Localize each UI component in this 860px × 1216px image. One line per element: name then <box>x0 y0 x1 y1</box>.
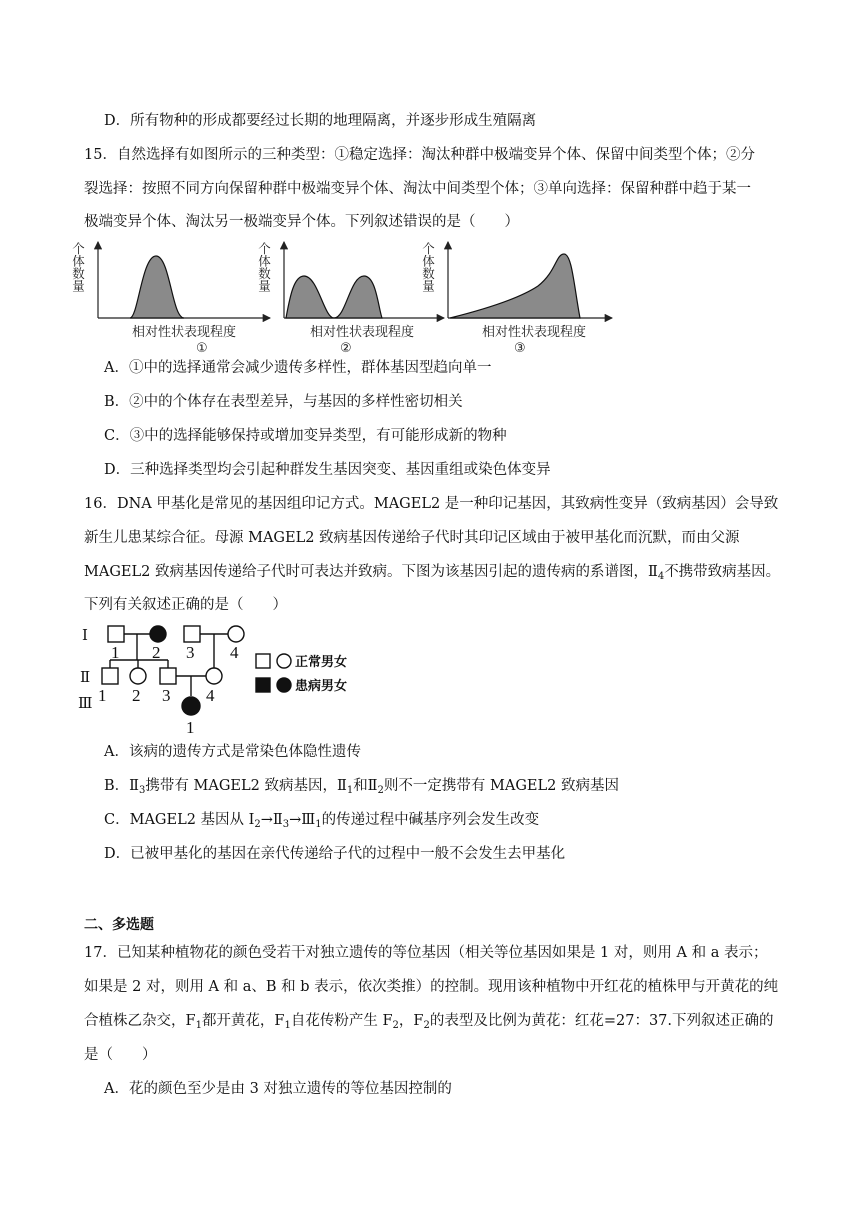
q17-option-a: A．花的颜色至少是由 3 对独立遗传的等位基因控制的 <box>104 1081 452 1097</box>
graph-disruptive <box>257 242 445 356</box>
gen1-male-3 <box>184 626 200 642</box>
selection-graphs-figure <box>60 236 620 358</box>
graph-1-number: ① <box>196 341 208 356</box>
pedigree-chart <box>76 620 376 738</box>
q16-stem-line-4: 下列有关叙述正确的是（ ） <box>84 597 287 613</box>
graph-3-number: ③ <box>514 341 526 356</box>
gen2-number-1: 1 <box>98 686 107 705</box>
gen1-number-1: 1 <box>111 643 120 662</box>
q15-option-a: A．①中的选择通常会减少遗传多样性，群体基因型趋向单一 <box>104 360 492 376</box>
graph-stabilizing <box>71 242 271 356</box>
gen2-number-4: 4 <box>206 686 215 705</box>
q16-stem-line-2: 新生儿患某综合征。母源 MAGEL2 致病基因传递给子代时其印记区域由于被甲基化而沉默，而由父源 <box>84 530 740 546</box>
section-title-multiple-choice: 二、多选题 <box>84 917 154 933</box>
q17-line-2: 如果是 2 对，则用 A 和 a、B 和 b 表示，依次类推）的控制。现用该种植物中开红花的植株甲与开黄花的纯 <box>84 979 779 995</box>
q15-stem-line-3: 极端变异个体、淘汰另一极端变异个体。下列叙述错误的是（ ） <box>84 214 519 230</box>
generation-label-3: Ⅲ <box>78 696 93 712</box>
gen1-number-2: 2 <box>152 643 161 662</box>
legend-affected-male-icon <box>256 678 270 692</box>
q15-option-b: B．②中的个体存在表型差异，与基因的多样性密切相关 <box>104 394 463 410</box>
q15-option-d: D．三种选择类型均会引起种群发生基因突变、基因重组或染色体变异 <box>104 462 551 478</box>
generation-label-2: Ⅱ <box>80 670 91 686</box>
gen1-number-3: 3 <box>186 643 195 662</box>
graph-3-curve <box>450 254 580 318</box>
gen1-number-4: 4 <box>230 643 239 662</box>
graph-1-xlabel: 相对性状表现程度 <box>132 325 237 340</box>
graph-2-xlabel: 相对性状表现程度 <box>310 325 415 340</box>
gen1-female-2-affected <box>150 626 166 642</box>
q15-option-c: C．③中的选择能够保持或增加变异类型，有可能形成新的物种 <box>104 428 507 444</box>
graph-3-ylabel: 个体数量 <box>420 242 436 292</box>
graph-2-ylabel: 个体数量 <box>256 242 272 292</box>
gen1-male-1 <box>108 626 124 642</box>
q16-option-d: D．已被甲基化的基因在亲代传递给子代的过程中一般不会发生去甲基化 <box>104 846 566 862</box>
graph-2-number: ② <box>340 341 352 356</box>
gen3-female-1-affected <box>182 697 200 715</box>
gen2-male-3 <box>160 668 176 684</box>
legend-normal-female-icon <box>277 654 291 668</box>
q16-stem-line-3: MAGEL2 致病基因传递给子代时可表达并致病。下图为该基因引起的遗传病的系谱图，$Ⅱ_4$不携带致病基因。 <box>84 564 781 582</box>
q16-option-a: A．该病的遗传方式是常染色体隐性遗传 <box>104 744 361 760</box>
q16-stem-line-1: 16．DNA 甲基化是常见的基因组印记方式。MAGEL2 是一种印记基因，其致病性变异（致病基因）会导致 <box>84 496 779 512</box>
gen2-male-1 <box>102 668 118 684</box>
graph-3-xlabel: 相对性状表现程度 <box>482 325 587 340</box>
legend-affected-female-icon <box>277 678 291 692</box>
graph-2-curve <box>286 276 382 318</box>
graph-1-ylabel: 个体数量 <box>70 242 86 292</box>
graph-directional <box>421 242 613 356</box>
legend-normal-label: 正常男女 <box>295 655 348 670</box>
legend-affected-label: 患病男女 <box>295 679 348 694</box>
gen1-female-4 <box>228 626 244 642</box>
gen2-female-2 <box>130 668 146 684</box>
generation-label-1: Ⅰ <box>82 628 88 644</box>
q16-option-b: B．$Ⅱ_3$携带有 MAGEL2 致病基因，$Ⅱ_1$和$Ⅱ_2$则不一定携带有 MAGEL2 致病基因 <box>104 778 619 796</box>
q17-line-4: 是（ ） <box>84 1047 157 1063</box>
gen2-female-4 <box>206 668 222 684</box>
q15-stem-line-2: 裂选择：按照不同方向保留种群中极端变异个体、淘汰中间类型个体；③单向选择：保留种群中趋于某一 <box>84 181 751 197</box>
gen2-number-3: 3 <box>162 686 171 705</box>
q16-option-c: C．MAGEL2 基因从 $I_2\to Ⅱ_3\to Ⅲ_1$的传递过程中碱基序列会发生改变 <box>104 812 540 830</box>
q14-option-d: D．所有物种的形成都要经过长期的地理隔离，并逐步形成生殖隔离 <box>104 113 537 129</box>
graph-1-curve <box>130 256 184 318</box>
gen2-number-2: 2 <box>132 686 141 705</box>
q15-stem-line-1: 15．自然选择有如图所示的三种类型：①稳定选择：淘汰种群中极端变异个体、保留中间类型个体；②分 <box>84 147 755 163</box>
q17-line-1: 17．已知某种植物花的颜色受若干对独立遗传的等位基因（相关等位基因如果是 1 对，则用 A 和 a 表示； <box>84 945 768 961</box>
q17-line-3: 合植株乙杂交，$F_1$都开黄花，$F_1$自花传粉产生 $F_2$，$F_2$的表型及比例为黄花：红花=27：37.下列叙述正确的 <box>84 1013 774 1031</box>
pedigree-legend <box>256 654 347 694</box>
legend-normal-male-icon <box>256 654 270 668</box>
gen3-number-1: 1 <box>186 718 195 737</box>
